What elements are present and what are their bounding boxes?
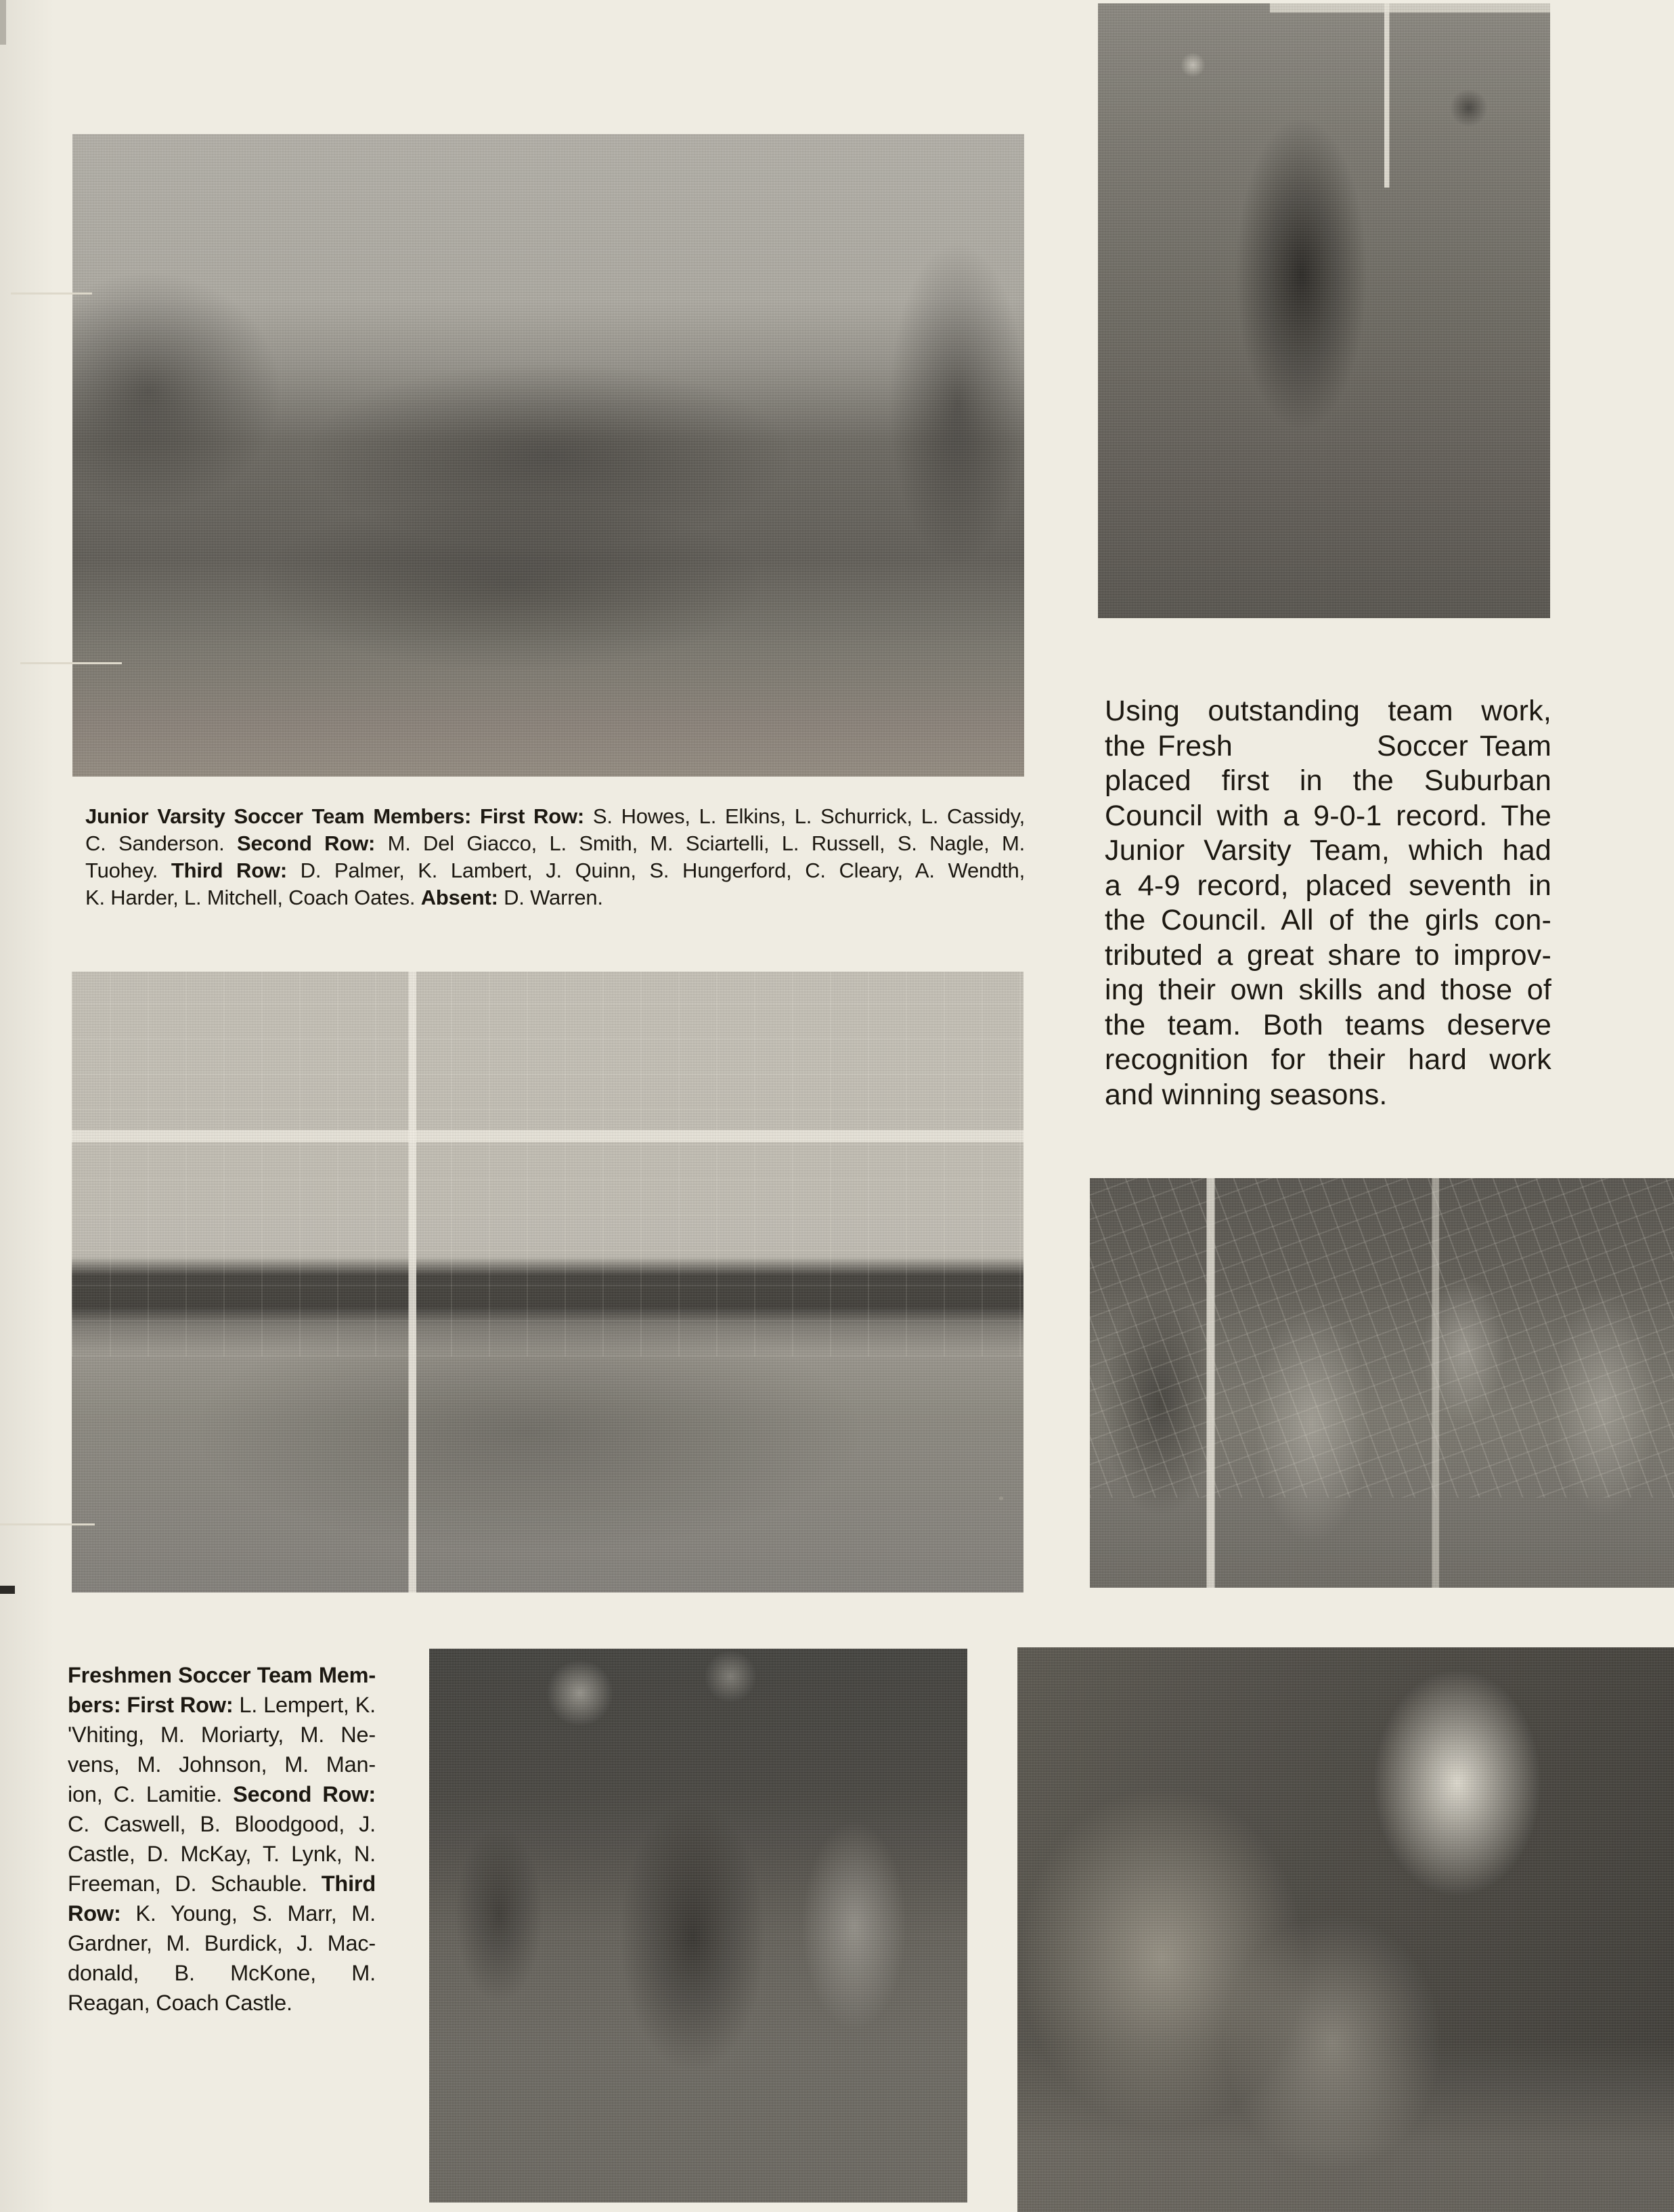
caption-text: 'Vhiting, M. Moriarty, M. Ne- [68,1722,376,1747]
caption-lead-in: Second Row: [237,831,388,855]
scan-mark-dash [0,1586,15,1594]
photo-player-24-action [429,1649,967,2203]
text-line [68,1750,376,1779]
caption-text: ion, C. Lamitie. [68,1782,234,1806]
text-line [68,1899,376,1928]
caption-freshmen-team [68,1660,376,2018]
photo-jv-team-group [72,134,1024,777]
text-line: the Fresh Soccer Team [1105,729,1551,762]
caption-text: K. Harder, L. Mitchell, Coach Oates. [85,886,421,909]
caption-text: Tuohey. [85,859,171,882]
text-line [68,1809,376,1839]
caption-text: L. Lempert, K. [233,1693,376,1717]
caption-text: D. Warren. [504,886,603,909]
scan-scratch [11,292,92,295]
caption-lead-in: Absent: [420,886,504,909]
text-line: Junior Varsity Team, which had [1105,834,1551,867]
text-line: Council with a 9-0-1 record. The [1105,799,1551,832]
text-line: placed first in the Suburban [1105,764,1551,797]
scan-dust-speck [999,1496,1003,1500]
scan-mark-corner [0,0,6,45]
text-line: recognition for their hard work [1105,1043,1551,1076]
text-line [68,1779,376,1809]
caption-lead-in: Row: [68,1901,121,1926]
text-line: and winning seasons. [1105,1078,1388,1111]
text-line [68,1869,376,1899]
caption-lead-in: Third [321,1871,376,1896]
caption-text: donald, B. McKone, M. [68,1961,376,1985]
text-line [85,884,1025,911]
text-line [68,1660,376,1690]
caption-text: vens, M. Johnson, M. Man- [68,1752,376,1777]
caption-lead-in: Second Row: [233,1782,376,1806]
text-line [85,830,1025,857]
caption-text: C. Caswell, B. Bloodgood, J. [68,1812,376,1836]
text-line: the team. Both teams deserve [1105,1008,1551,1041]
caption-text: Reagan, Coach Castle. [68,1991,292,2015]
caption-text: S. Howes, L. Elkins, L. Schurrick, L. Cassidy, [592,804,1025,828]
text-line: tributed a great share to improv- [1105,938,1551,972]
caption-text: D. Palmer, K. Lambert, J. Quinn, S. Hungerford, C. Cleary, A. Wendth, [300,859,1025,882]
photo-freshmen-team-group [72,972,1023,1592]
text-line: the Council. All of the girls con- [1105,904,1551,936]
caption-lead-in: Freshmen Soccer Team Mem- [68,1663,376,1687]
caption-lead-in: bers: First Row: [68,1693,234,1717]
caption-text: Castle, D. McKay, T. Lynk, N. [68,1842,376,1866]
photo-runner-action [1098,3,1550,618]
text-line [68,1928,376,1958]
text-line: Using outstanding team work, [1105,695,1551,727]
caption-jv-team [85,803,1025,911]
caption-text: M. Del Giacco, L. Smith, M. Sciartelli, L. Russell, S. Nagle, M. [387,831,1025,855]
scan-scratch [20,662,122,664]
text-line [85,857,1025,884]
text-line [68,1988,376,2018]
caption-text: Freeman, D. Schauble. [68,1871,322,1896]
text-line [68,1839,376,1869]
caption-text: C. Sanderson. [85,831,237,855]
article-season-summary [1105,694,1551,1112]
scan-scratch [0,1523,95,1525]
text-line: a 4-9 record, placed seventh in [1105,869,1551,902]
text-line [68,1958,376,1988]
text-line [85,803,1025,830]
caption-text: K. Young, S. Marr, M. [120,1901,376,1926]
caption-lead-in: Junior Varsity Soccer Team Members: First Row: [85,804,593,828]
text-line [68,1720,376,1750]
page-edge-shadow [0,0,54,2212]
photo-goalmouth-action [1090,1178,1674,1588]
caption-lead-in: Third Row: [171,859,301,882]
photo-player-drinking [1017,1647,1674,2212]
caption-text: Gardner, M. Burdick, J. Mac- [68,1931,376,1955]
text-line [68,1690,376,1720]
text-line: ing their own skills and those of [1105,974,1551,1006]
